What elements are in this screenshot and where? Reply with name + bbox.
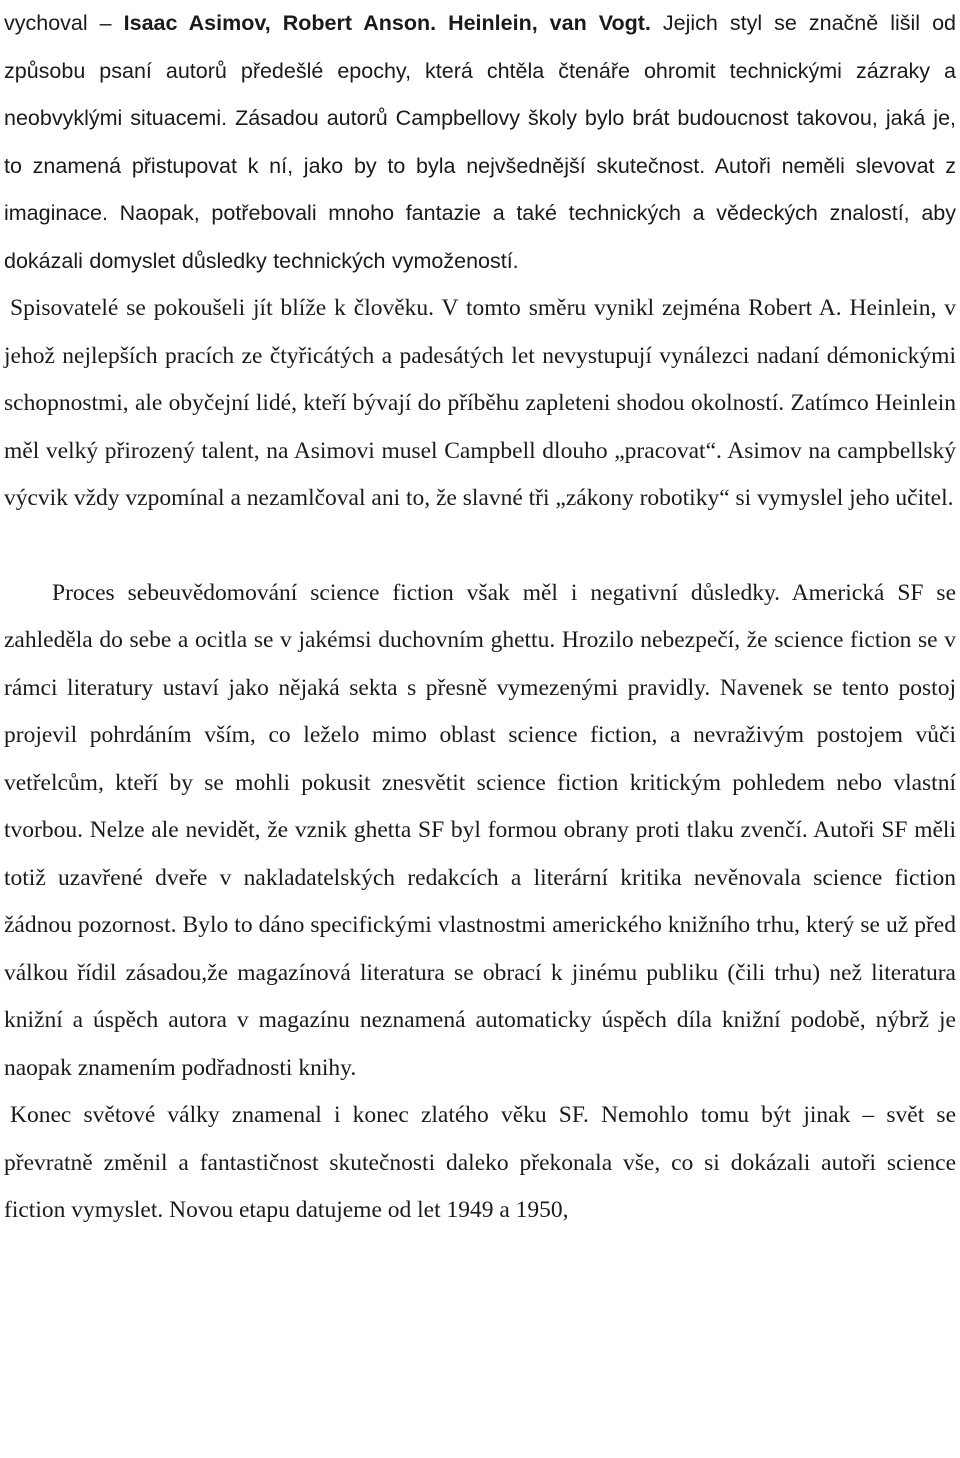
- paragraph-spacer: [4, 523, 956, 570]
- paragraph-campbell-school-lead: vychoval –: [4, 11, 124, 35]
- paragraph-campbell-school-body: Jejich styl se značně lišil od způsobu psaní autorů předešlé epochy, která chtěla čtenáře ohromit technickými zázraky a neobvyklými situacemi. Zásadou autorů Campbellovy školy bylo brát budoucnost takovou, jaká je, to znamená přistupovat k ní, jako by to byla nejvšednější skutečnost. Autoři neměli slevovat z imaginace. Naopak, potřebovali mnoho fantazie a také technických a vědeckých znalostí, aby dokázali domyslet důsledky technických vymožeností.: [4, 11, 956, 273]
- paragraph-heinlein-asimov: Spisovatelé se pokoušeli jít blíže k člověku. V tomto směru vynikl zejména Robert A. Heinlein, v jehož nejlepších pracích ze čtyřicátých a padesátých let nevystupují vynálezci nadaní démonickými schopnostmi, ale obyčejní lidé, kteří bývají do příběhu zapleteni shodou okolností. Zatímco Heinlein měl velký přirozený talent, na Asimovi musel Campbell dlouho „pracovat“. Asimov na campbellský výcvik vždy vzpomínal a nezamlčoval ani to, že slavné tři „zákony robotiky“ si vymyslel jeho učitel.: [4, 295, 956, 511]
- paragraph-sf-ghetto: Proces sebeuvědomování science fiction však měl i negativní důsledky. Americká SF se zahleděla do sebe a ocitla se v jakémsi duchovním ghettu. Hrozilo nebezpečí, že science fiction se v rámci literatury ustaví jako nějaká sekta s přesně vymezenými pravidly. Navenek se tento postoj projevil pohrdáním vším, co leželo mimo oblast science fiction, a nevraživým postojem vůči vetřelcům, kteří by se mohli pokusit znesvětit science fiction kritickým pohledem nebo vlastní tvorbou. Nelze ale nevidět, že vznik ghetta SF byl formou obrany proti tlaku zvenčí. Autoři SF měli totiž uzavřené dveře v nakladatelských redakcích a literární kritika nevěnovala science fiction žádnou pozornost. Bylo to dáno specifickými vlastnostmi amerického knižního trhu, který se už před válkou řídil zásadou,že magazínová literatura se obrací k jinému publiku (čili trhu) než literatura knižní a úspěch autora v magazínu neznamená automaticky úspěch díla knižní podobě, nýbrž je naopak znamením podřadnosti knihy.: [4, 579, 956, 1081]
- author-names: Isaac Asimov, Robert Anson. Heinlein, van Vogt.: [123, 11, 651, 35]
- paragraph-end-of-golden-age: Konec světové války znamenal i konec zlatého věku SF. Nemohlo tomu být jinak – svět se převratně změnil a fantastičnost skutečnosti daleko překonala vše, co si dokázali autoři science fiction vymyslet. Novou etapu datujeme od let 1949 a 1950,: [4, 1102, 956, 1223]
- paragraph-campbell-school: [4, 0, 956, 285]
